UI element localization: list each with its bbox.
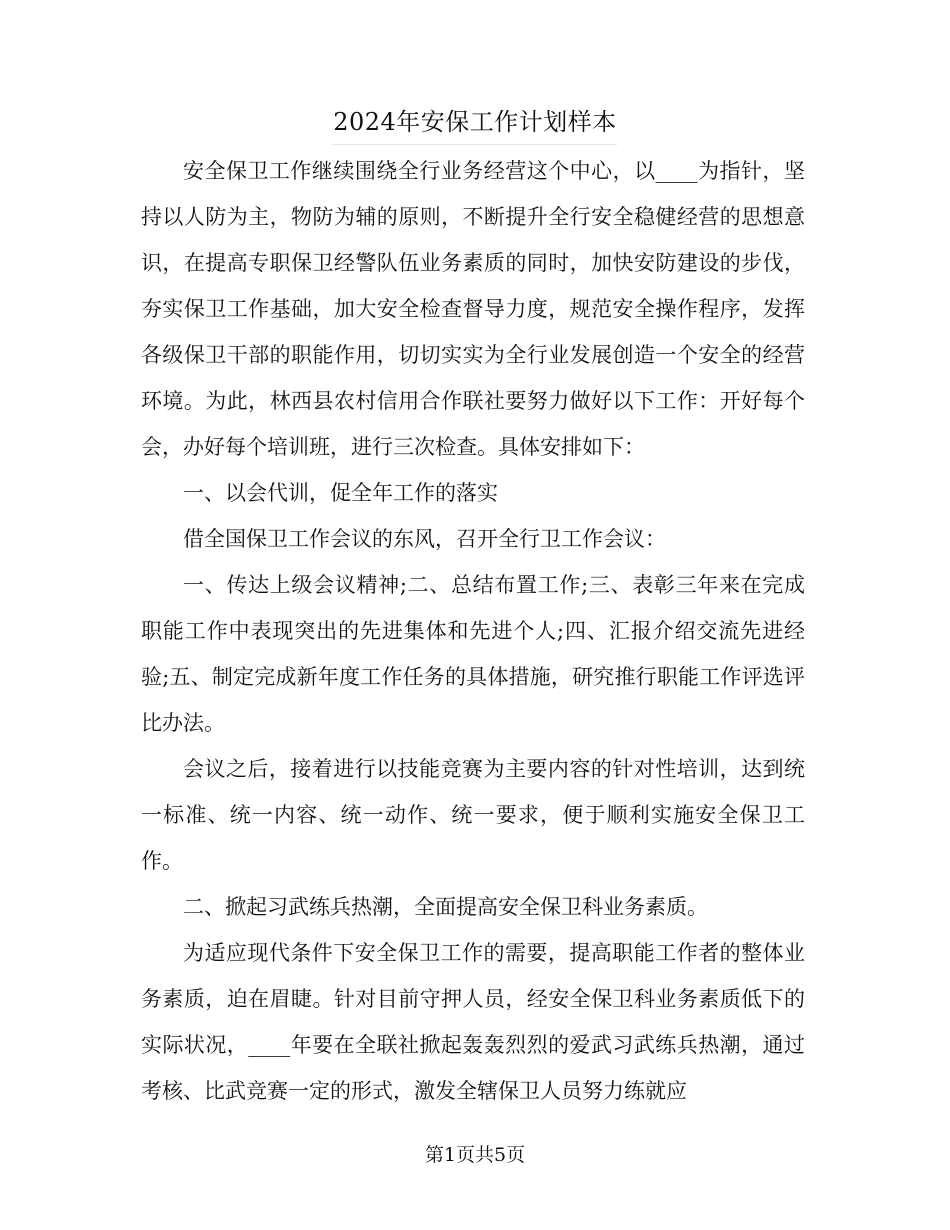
paragraph-drills: 为适应现代条件下安全保卫工作的需要，提高职能工作者的整体业务素质，迫在眉睫。针对目前守押人员，经安全保卫科业务素质低下的实际状况，____年要在全联社掀起轰轰烈烈的爱武习武练兵热潮，通过考核、比武竞赛一定的形式，激发全辖保卫人员努力练就应: [141, 941, 805, 1103]
page-number-footer: 第1页共5页: [424, 1144, 526, 1166]
document-title: 2024年安保工作计划样本: [333, 108, 617, 136]
paragraph-intro: 安全保卫工作继续围绕全行业务经营这个中心，以____为指针，坚持以人防为主，物防为辅的原则，不断提升全行安全稳健经营的思想意识，在提高专职保卫经警队伍业务素质的同时，加快安防建设的步伐，夯实保卫工作基础，加大安全检查督导力度，规范安全操作程序，发挥各级保卫干部的职能作用，切切实实为全行业发展创造一个安全的经营环境。为此，林西县农村信用合作联社要努力做好以下工作：开好每个会，办好每个培训班，进行三次检查。具体安排如下：: [141, 159, 805, 459]
paragraph-training: 会议之后，接着进行以技能竞赛为主要内容的针对性培训，达到统一标准、统一内容、统一动作、统一要求，便于顺利实施安全保卫工作。: [141, 757, 805, 873]
section-heading-1: 一、以会代训，促全年工作的落实: [183, 481, 498, 505]
title-underline: [333, 144, 617, 145]
paragraph-meeting: 借全国保卫工作会议的东风，召开全行卫工作会议：: [183, 527, 666, 551]
document-body: [141, 148, 805, 1114]
paragraph-meeting-agenda: 一、传达上级会议精神;二、总结布置工作;三、表彰三年来在完成职能工作中表现突出的先进集体和先进个人;四、汇报介绍交流先进经验;五、制定完成新年度工作任务的具体措施，研究推行职能工作评选评比办法。: [141, 573, 805, 735]
section-heading-2: 二、掀起习武练兵热潮，全面提高安全保卫科业务素质。: [183, 895, 708, 919]
